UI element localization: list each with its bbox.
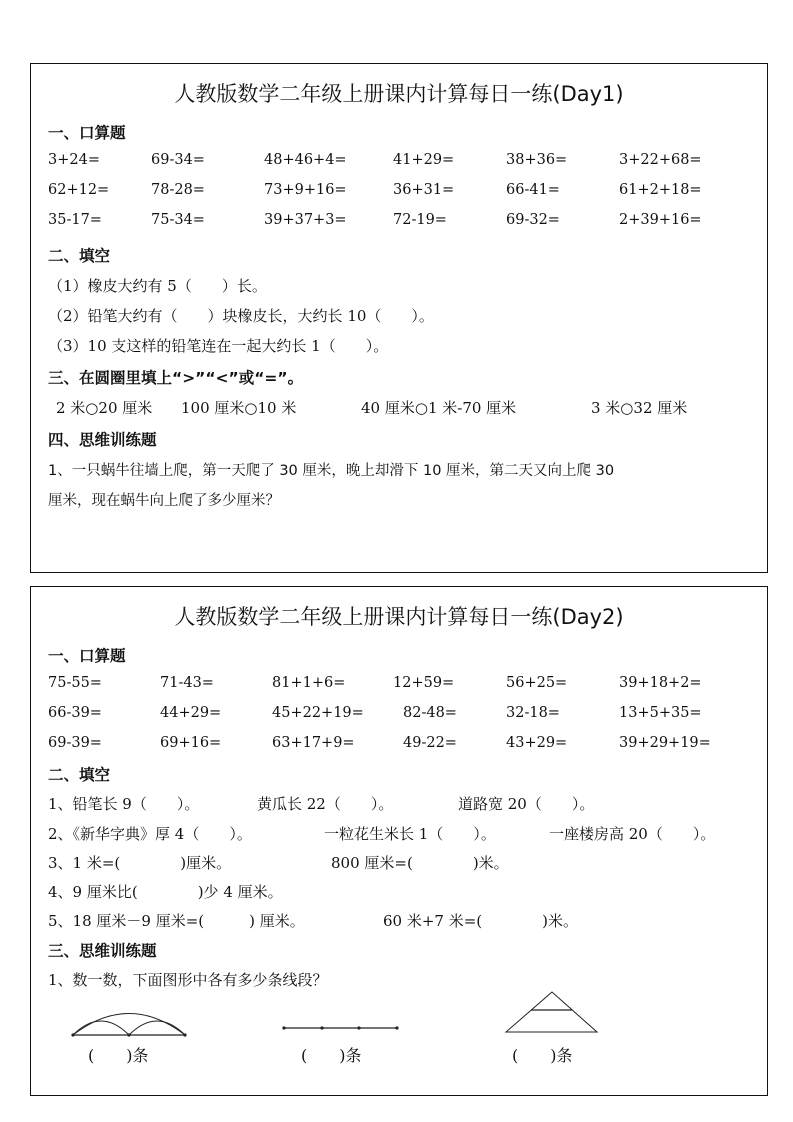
problem: 12+59=	[393, 675, 455, 691]
problem: 66-41=	[506, 182, 560, 198]
fill-blank-item: 60 米+7 米=( )米。	[383, 912, 579, 930]
problem: 82-48=	[403, 705, 457, 721]
fill-blank-item: 1、铅笔长 9（ ）。	[48, 795, 200, 813]
problem: 63+17+9=	[272, 735, 355, 751]
worksheet-title: 人教版数学二年级上册课内计算每日一练(Day1)	[174, 82, 624, 106]
word-problem-line: 厘米，现在蜗牛向上爬了多少厘米？	[48, 493, 280, 509]
problem: 2+39+16=	[619, 212, 702, 228]
problem: 39+18+2=	[619, 675, 702, 691]
compare-item: 2 米○20 厘米	[56, 399, 153, 417]
problem: 69+16=	[160, 735, 222, 751]
problem: 39+29+19=	[619, 735, 711, 751]
fill-blank-item: 4、9 厘米比( )少 4 厘米。	[48, 883, 283, 901]
fill-blank-item: 一座楼房高 20（ ）。	[549, 825, 716, 843]
problem: 35-17=	[48, 212, 102, 228]
fill-blank-item: 2、《新华字典》厚 4（ ）。	[48, 825, 252, 843]
problem: 49-22=	[403, 735, 457, 751]
fill-blank-item: （3）10 支这样的铅笔连在一起大约长 1（ ）。	[48, 337, 389, 355]
problem: 66-39=	[48, 705, 102, 721]
problem: 32-18=	[506, 705, 560, 721]
section-heading-oral-calc: 一、口算题	[48, 647, 126, 665]
fill-blank-item: 5、18 厘米－9 厘米=( ) 厘米。	[48, 912, 305, 930]
section-heading-compare: 三、在圆圈里填上“>”“<”或“=”。	[48, 369, 304, 387]
section-heading-fill-blank: 二、填空	[48, 247, 111, 265]
segment-count-question: 1、数一数，下面图形中各有多少条线段？	[48, 971, 328, 989]
worksheet-day2	[30, 586, 768, 1096]
problem: 81+1+6=	[272, 675, 346, 691]
answer-blank-figure-2: ( )条	[301, 1046, 362, 1065]
problem: 73+9+16=	[264, 182, 347, 198]
problem: 56+25=	[506, 675, 568, 691]
figure-arcs	[31, 587, 767, 1095]
problem: 62+12=	[48, 182, 110, 198]
problem: 41+29=	[393, 152, 455, 168]
problem: 69-34=	[151, 152, 205, 168]
problem: 75-55=	[48, 675, 102, 691]
fill-blank-item: 黄瓜长 22（ ）。	[257, 795, 394, 813]
fill-blank-item: 3、1 米=( )厘米。	[48, 854, 232, 872]
fill-blank-item: （2）铅笔大约有（ ）块橡皮长，大约长 10（ ）。	[48, 307, 434, 325]
compare-item: 100 厘米○10 米	[181, 399, 297, 417]
fill-blank-item: 800 厘米=( )米。	[331, 854, 509, 872]
section-heading-fill-blank: 二、填空	[48, 766, 111, 784]
section-heading-thinking: 三、思维训练题	[48, 942, 157, 960]
problem: 36+31=	[393, 182, 455, 198]
problem: 38+36=	[506, 152, 568, 168]
fill-blank-item: 一粒花生米长 1（ ）。	[324, 825, 496, 843]
problem: 39+37+3=	[264, 212, 347, 228]
problem: 69-39=	[48, 735, 102, 751]
problem: 48+46+4=	[264, 152, 347, 168]
problem: 13+5+35=	[619, 705, 702, 721]
worksheet-title: 人教版数学二年级上册课内计算每日一练(Day2)	[174, 605, 624, 629]
section-heading-thinking: 四、思维训练题	[48, 431, 157, 449]
problem: 45+22+19=	[272, 705, 364, 721]
problem: 78-28=	[151, 182, 205, 198]
compare-item: 40 厘米○1 米-70 厘米	[361, 399, 517, 417]
compare-item: 3 米○32 厘米	[591, 399, 688, 417]
problem: 71-43=	[160, 675, 214, 691]
problem: 61+2+18=	[619, 182, 702, 198]
problem: 75-34=	[151, 212, 205, 228]
problem: 43+29=	[506, 735, 568, 751]
problem: 69-32=	[506, 212, 560, 228]
section-heading-oral-calc: 一、口算题	[48, 124, 126, 142]
problem: 3+24=	[48, 152, 100, 168]
worksheet-day1	[30, 63, 768, 573]
fill-blank-item: 道路宽 20（ ）。	[458, 795, 595, 813]
problem: 72-19=	[393, 212, 447, 228]
word-problem-line: 1、一只蜗牛往墙上爬，第一天爬了 30 厘米，晚上却滑下 10 厘米，第二天又向上爬 30	[48, 463, 615, 479]
answer-blank-figure-1: ( )条	[88, 1046, 149, 1065]
fill-blank-item: （1）橡皮大约有 5（ ）长。	[48, 277, 267, 295]
problem: 3+22+68=	[619, 152, 702, 168]
problem: 44+29=	[160, 705, 222, 721]
answer-blank-figure-3: ( )条	[512, 1046, 573, 1065]
